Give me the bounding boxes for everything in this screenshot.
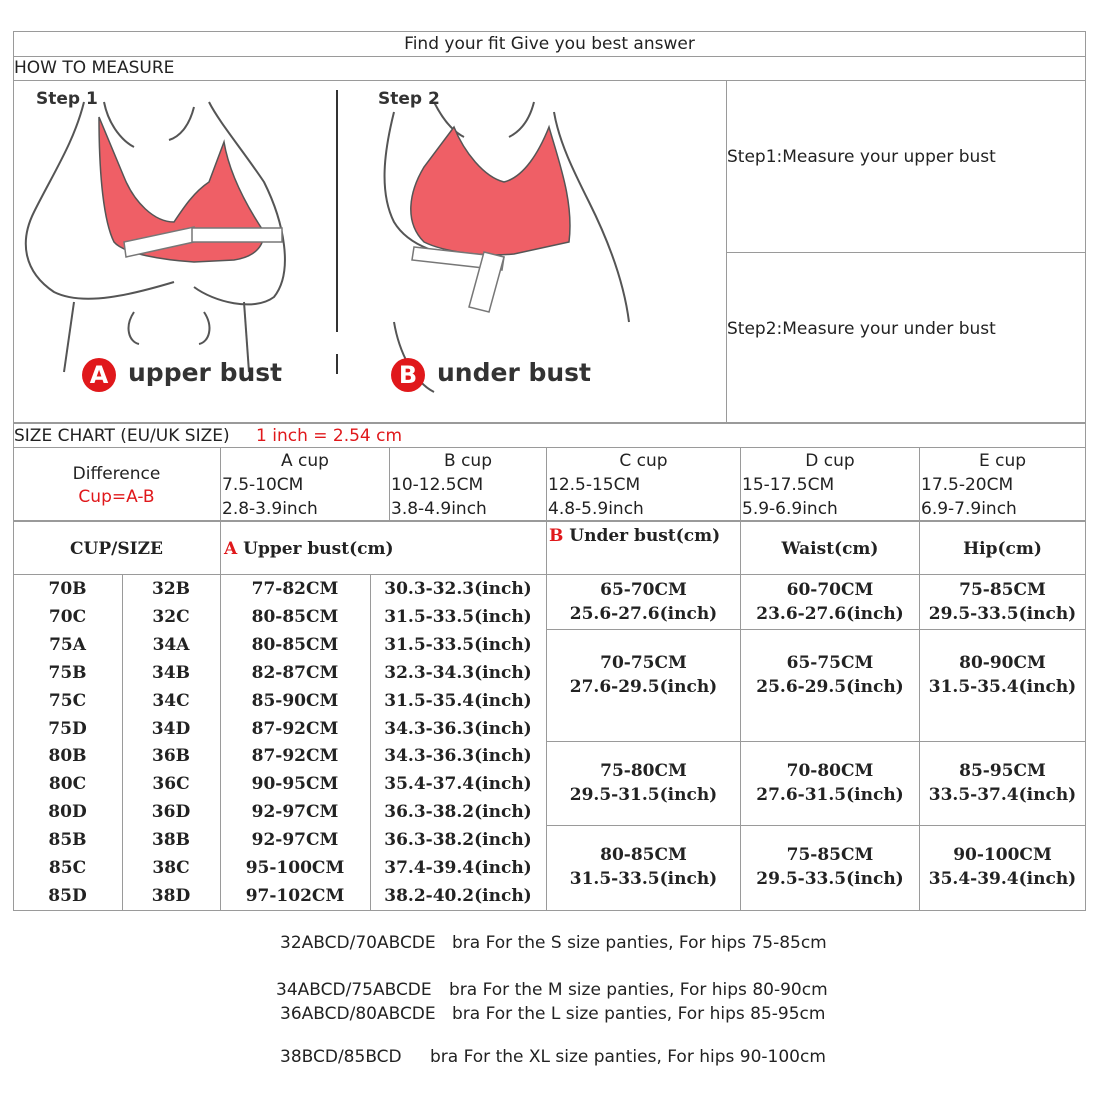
cup-inch: 5.9-6.9inch (742, 499, 838, 519)
row-uk-size: 32C (152, 607, 190, 627)
cup-cm: 7.5-10CM (222, 475, 304, 495)
header-upper-bust (224, 539, 394, 559)
row-upper-cm: 85-90CM (251, 691, 339, 711)
row-upper-inch: 36.3-38.2(inch) (384, 802, 532, 822)
under-label: Under bust(cm) (563, 526, 721, 546)
row-uk-size: 34A (152, 635, 190, 655)
group-hip-cm: 75-85CM (959, 580, 1046, 600)
group-hip-cm: 80-90CM (959, 653, 1046, 673)
group-under-bust-inch: 31.5-33.5(inch) (569, 869, 718, 889)
row-upper-cm: 82-87CM (251, 663, 339, 683)
row-upper-cm: 80-85CM (251, 635, 339, 655)
row-upper-inch: 34.3-36.3(inch) (384, 746, 532, 766)
difference-label: Difference (72, 464, 161, 484)
group-hip-cm: 85-95CM (959, 761, 1046, 781)
step2-tape (412, 247, 504, 312)
note-text: bra For the M size panties, For hips 80-90cm (449, 980, 828, 1000)
row-uk-size: 34C (152, 691, 190, 711)
row-uk-size: 36B (151, 746, 191, 766)
cup-inch: 3.8-4.9inch (391, 499, 487, 519)
row-eu-size: 70B (48, 579, 87, 599)
row-uk-size: 36D (151, 802, 191, 822)
row-upper-inch: 35.4-37.4(inch) (384, 774, 532, 794)
group-waist-inch: 25.6-29.5(inch) (756, 677, 904, 697)
row-eu-size: 85B (48, 830, 87, 850)
upper-label: Upper bust(cm) (237, 539, 394, 559)
group-waist-cm: 70-80CM (786, 761, 874, 781)
note-code: 34ABCD/75ABCDE (276, 980, 432, 1000)
size-chart-label: SIZE CHART (EU/UK SIZE) (14, 426, 230, 446)
group-waist-inch: 23.6-27.6(inch) (756, 604, 904, 624)
row-upper-inch: 32.3-34.3(inch) (384, 663, 532, 683)
row-eu-size: 75A (49, 635, 86, 655)
note-text: bra For the S size panties, For hips 75-85cm (452, 933, 827, 953)
header-hip: Hip(cm) (963, 539, 1042, 559)
difference-formula: Cup=A-B (78, 487, 155, 507)
row-uk-size: 34B (151, 663, 191, 683)
step1-label: Step 1 (36, 89, 98, 109)
group-hip-inch: 31.5-35.4(inch) (928, 677, 1077, 697)
row-upper-inch: 30.3-32.3(inch) (384, 579, 532, 599)
row-upper-cm: 92-97CM (251, 830, 339, 850)
group-hip-inch: 33.5-37.4(inch) (928, 785, 1077, 805)
row-eu-size: 75B (48, 663, 87, 683)
row-upper-inch: 31.5-33.5(inch) (384, 607, 532, 627)
note-code: 38BCD/85BCD (280, 1047, 402, 1067)
header-cup-size: CUP/SIZE (70, 539, 163, 559)
group-waist-cm: 65-75CM (786, 653, 874, 673)
group-waist-inch: 29.5-33.5(inch) (756, 869, 904, 889)
cup-cm: 12.5-15CM (548, 475, 641, 495)
cup-inch: 2.8-3.9inch (222, 499, 318, 519)
cup-name: B cup (444, 451, 492, 471)
group-under-bust-inch: 27.6-29.5(inch) (569, 677, 718, 697)
row-eu-size: 80B (48, 746, 87, 766)
b-badge-icon: B (391, 358, 425, 392)
row-uk-size: 34D (151, 719, 191, 739)
cup-inch: 4.8-5.9inch (548, 499, 644, 519)
row-upper-cm: 87-92CM (251, 746, 339, 766)
under-prefix: B (549, 526, 564, 546)
note-text: bra For the XL size panties, For hips 90-100cm (430, 1047, 826, 1067)
row-eu-size: 75D (48, 719, 87, 739)
section-heading-how-to-measure: HOW TO MEASURE (14, 58, 175, 78)
step2-instruction: Step2:Measure your under bust (727, 319, 996, 339)
inch-conversion-note: 1 inch = 2.54 cm (256, 426, 403, 446)
row-upper-inch: 31.5-35.4(inch) (384, 691, 532, 711)
header-under-bust (549, 526, 720, 546)
row-upper-cm: 95-100CM (245, 858, 345, 878)
row-uk-size: 32B (151, 579, 191, 599)
cup-cm: 17.5-20CM (921, 475, 1014, 495)
row-uk-size: 38B (151, 830, 191, 850)
row-upper-cm: 97-102CM (245, 886, 345, 906)
cup-cm: 15-17.5CM (742, 475, 835, 495)
note-code: 36ABCD/80ABCDE (280, 1004, 436, 1024)
row-upper-inch: 37.4-39.4(inch) (384, 858, 532, 878)
step2-bra (411, 127, 570, 255)
upper-bust-caption: upper bust (128, 358, 283, 387)
cup-name: C cup (619, 451, 668, 471)
row-upper-cm: 80-85CM (251, 607, 339, 627)
group-hip-cm: 90-100CM (953, 845, 1052, 865)
row-uk-size: 38C (152, 858, 190, 878)
page-title: Find your fit Give you best answer (404, 34, 695, 54)
row-upper-inch: 36.3-38.2(inch) (384, 830, 532, 850)
group-under-bust-cm: 65-70CM (600, 580, 687, 600)
upper-prefix: A (224, 539, 238, 559)
row-upper-inch: 34.3-36.3(inch) (384, 719, 532, 739)
row-upper-cm: 90-95CM (251, 774, 339, 794)
row-uk-size: 38D (151, 886, 191, 906)
a-badge-icon: A (82, 358, 116, 392)
row-eu-size: 85C (48, 858, 87, 878)
row-upper-cm: 77-82CM (251, 579, 339, 599)
group-waist-cm: 75-85CM (786, 845, 874, 865)
group-under-bust-cm: 80-85CM (600, 845, 687, 865)
row-eu-size: 75C (48, 691, 87, 711)
group-under-bust-cm: 70-75CM (600, 653, 687, 673)
group-under-bust-inch: 25.6-27.6(inch) (569, 604, 718, 624)
group-hip-inch: 35.4-39.4(inch) (928, 869, 1077, 889)
header-waist: Waist(cm) (781, 539, 879, 559)
row-eu-size: 85D (48, 886, 87, 906)
row-eu-size: 70C (48, 607, 87, 627)
row-upper-cm: 92-97CM (251, 802, 339, 822)
row-eu-size: 80D (48, 802, 87, 822)
step1-instruction: Step1:Measure your upper bust (727, 147, 996, 167)
row-upper-inch: 31.5-33.5(inch) (384, 635, 532, 655)
row-uk-size: 36C (152, 774, 190, 794)
under-bust-caption: under bust (437, 358, 592, 387)
note-code: 32ABCD/70ABCDE (280, 933, 436, 953)
group-hip-inch: 29.5-33.5(inch) (928, 604, 1077, 624)
row-upper-inch: 38.2-40.2(inch) (384, 886, 532, 906)
measure-illustration (14, 82, 726, 420)
cup-cm: 10-12.5CM (391, 475, 484, 495)
group-waist-cm: 60-70CM (786, 580, 874, 600)
cup-name: E cup (978, 451, 1027, 471)
note-text: bra For the L size panties, For hips 85-95cm (452, 1004, 826, 1024)
cup-name: D cup (805, 451, 855, 471)
row-eu-size: 80C (48, 774, 87, 794)
group-waist-inch: 27.6-31.5(inch) (756, 785, 904, 805)
cup-name: A cup (281, 451, 329, 471)
group-under-bust-inch: 29.5-31.5(inch) (569, 785, 718, 805)
group-under-bust-cm: 75-80CM (600, 761, 687, 781)
row-upper-cm: 87-92CM (251, 719, 339, 739)
cup-inch: 6.9-7.9inch (921, 499, 1017, 519)
step2-label: Step 2 (378, 89, 440, 109)
